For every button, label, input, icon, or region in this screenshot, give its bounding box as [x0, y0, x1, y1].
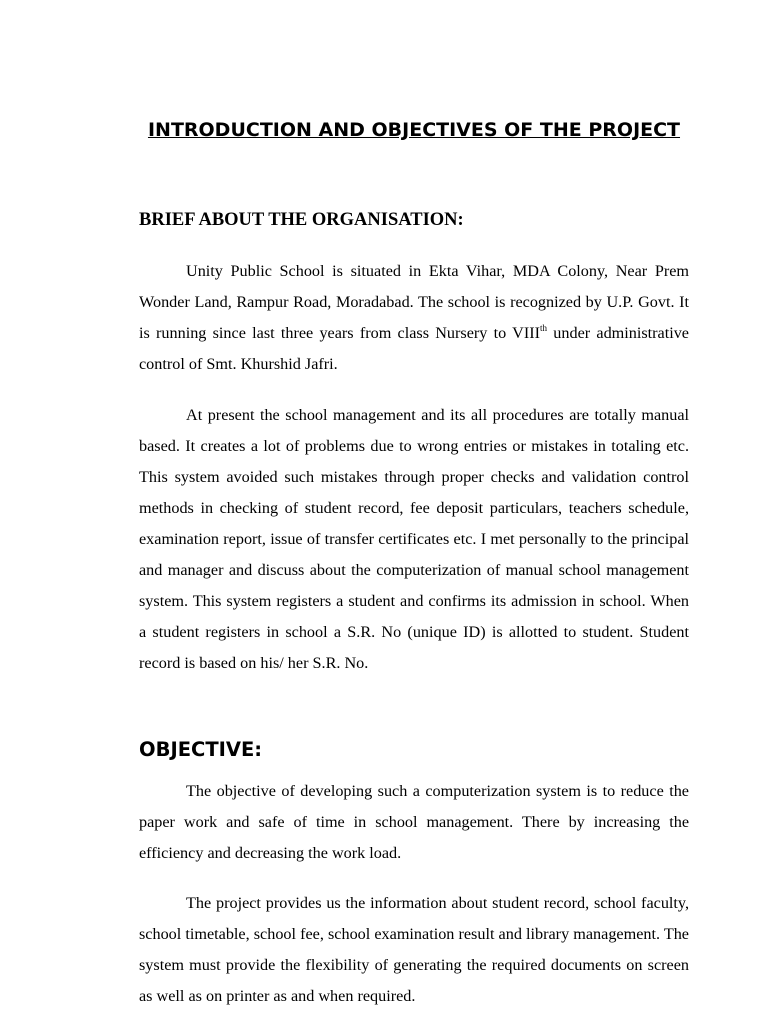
- paragraph-text: Unity Public School is situated in Ekta Vihar, MDA Colony, Near Prem Wonder Land, Rampur Road, Moradabad. The school is recognized by U.P. Govt. It is running since last three years from class Nursery to VIII: [139, 262, 689, 342]
- superscript-text: th: [540, 323, 548, 333]
- paragraph-organisation-intro: [139, 256, 689, 380]
- paragraph-text: under administrative control of Smt. Khurshid Jafri.: [139, 324, 689, 373]
- section-heading-organisation: BRIEF ABOUT THE ORGANISATION:: [139, 210, 464, 230]
- paragraph-objective: The objective of developing such a computerization system is to reduce the paper work and safe of time in school management. There by increasing the efficiency and decreasing the work load.: [139, 782, 689, 862]
- page-title: INTRODUCTION AND OBJECTIVES OF THE PROJECT: [147, 119, 681, 141]
- section-heading-objective: OBJECTIVE:: [139, 738, 263, 761]
- paragraph-current-system: At present the school management and its all procedures are totally manual based. It creates a lot of problems due to wrong entries or mistakes in totaling etc. This system avoided such mistakes through proper checks and validation control methods in checking of student record, fee deposit particulars, teachers schedule, examination report, issue of transfer certificates etc. I met personally to the principal and manager and discuss about the computerization of manual school management system. This system registers a student and confirms its admission in school. When a student registers in school a S.R. No (unique ID) is allotted to student. Student record is based on his/ her S.R. No.: [139, 406, 689, 672]
- paragraph-project-scope: The project provides us the information about student record, school faculty, school timetable, school fee, school examination result and library management. The system must provide the flexibility of generating the required documents on screen as well as on printer as and when required.: [139, 894, 689, 1005]
